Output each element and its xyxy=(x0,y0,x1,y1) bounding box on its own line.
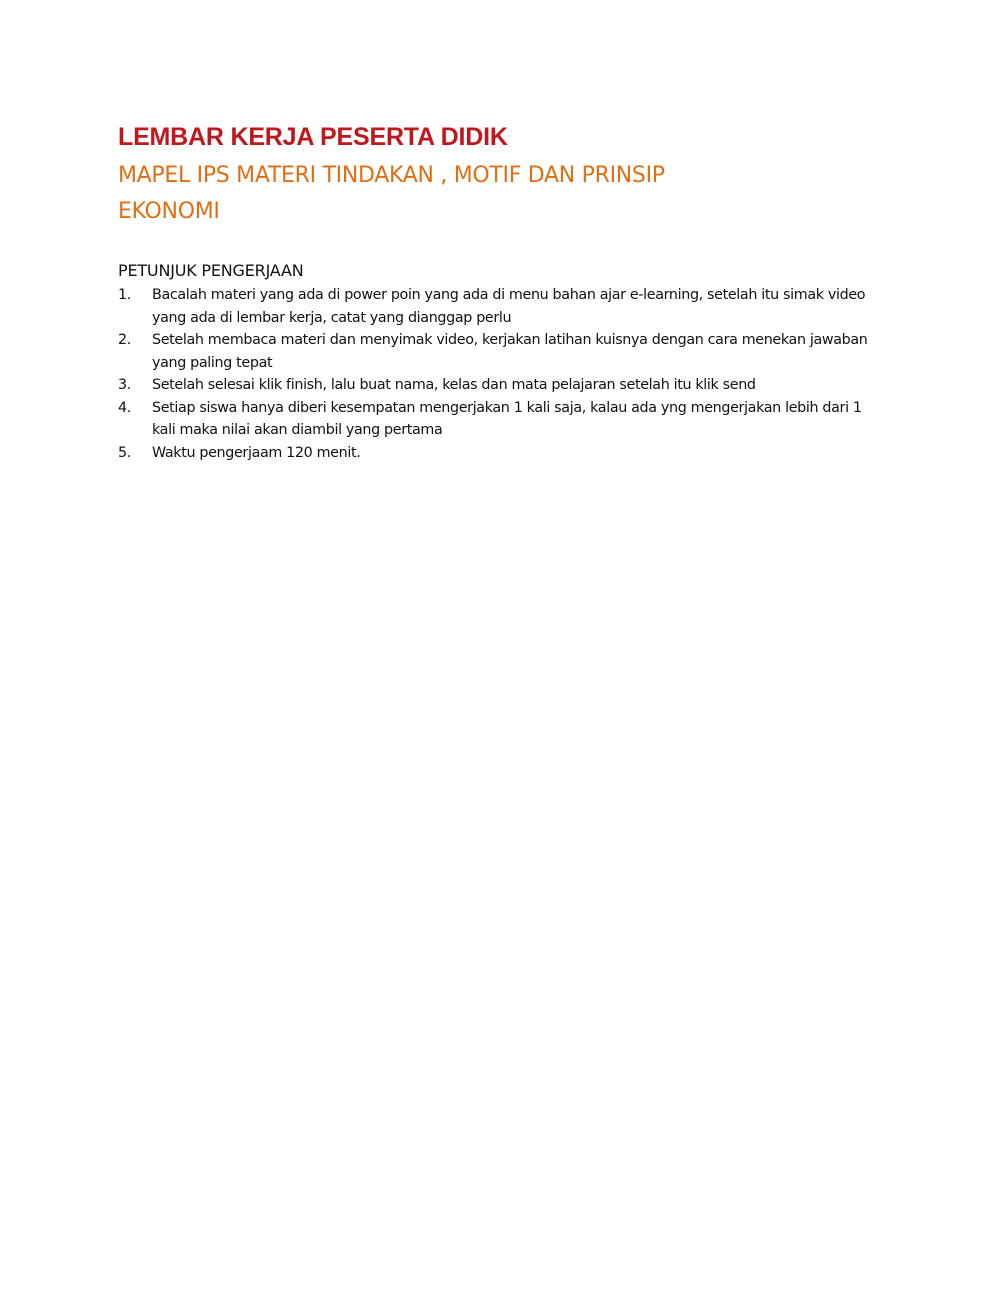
subtitle-line-1: MAPEL IPS MATERI TINDAKAN , MOTIF DAN PRINSIP xyxy=(118,163,665,188)
instruction-item xyxy=(118,397,888,442)
instruction-text: Setiap siswa hanya diberi kesempatan mengerjakan 1 kali saja, kalau ada yng mengerjakan lebih dari 1 kali maka nilai akan diambil yang pertama xyxy=(152,399,862,438)
instruction-number: 4. xyxy=(118,399,131,416)
instruction-number: 2. xyxy=(118,332,131,348)
instruction-number: 1. xyxy=(118,287,131,303)
instruction-text: Setelah membaca materi dan menyimak video, kerjakan latihan kuisnya dengan cara menekan jawaban yang paling tepat xyxy=(152,332,868,371)
page-title: LEMBAR KERJA PESERTA DIDIK xyxy=(118,123,508,151)
worksheet-content xyxy=(118,118,888,464)
instructions-list xyxy=(118,284,888,464)
instructions-heading: PETUNJUK PENGERJAAN xyxy=(118,261,304,280)
instruction-number: 3. xyxy=(118,377,131,393)
instruction-item xyxy=(118,284,888,329)
instruction-item xyxy=(118,442,888,465)
subtitle-line-2: EKONOMI xyxy=(118,199,220,224)
instruction-item xyxy=(118,374,888,397)
instruction-text: Bacalah materi yang ada di power poin yang ada di menu bahan ajar e-learning, setelah itu simak video yang ada di lembar kerja, catat yang dianggap perlu xyxy=(152,287,866,326)
instruction-item xyxy=(118,329,888,374)
instruction-number: 5. xyxy=(118,444,131,461)
instruction-text: Setelah selesai klik finish, lalu buat nama, kelas dan mata pelajaran setelah itu klik send xyxy=(152,377,756,393)
instruction-text: Waktu pengerjaam 120 menit. xyxy=(152,444,361,461)
page-subtitle xyxy=(118,158,888,230)
